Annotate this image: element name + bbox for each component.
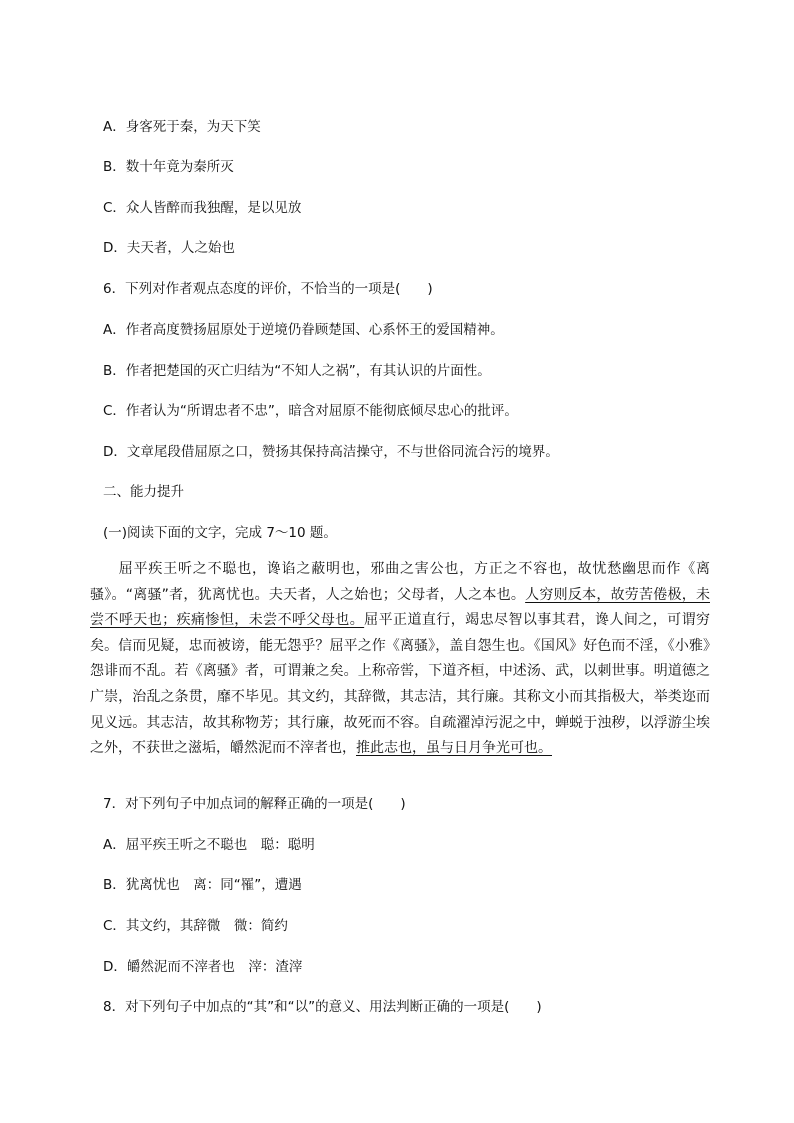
q7-option-d: D．皭然泥而不滓者也 滓：渣滓 xyxy=(103,959,303,975)
q7-option-a: A．屈平疾王听之不聪也 聪：聪明 xyxy=(103,837,315,853)
q5-option-b: B．数十年竟为秦所灭 xyxy=(103,159,234,175)
q7-option-b: B．犹离忧也 离：同“罹”，遭遇 xyxy=(103,877,302,893)
q6-option-a: A．作者高度赞扬屈原处于逆境仍眷顾楚国、心系怀王的爱国精神。 xyxy=(103,322,504,338)
q5-option-a: A．身客死于秦，为天下笑 xyxy=(103,119,261,135)
q6-option-c: C．作者认为“所谓忠者不忠”，暗含对屈原不能彻底倾尽忠心的批评。 xyxy=(103,403,518,419)
reading-passage xyxy=(90,557,710,762)
q8-stem: 8．对下列句子中加点的“其”和“以”的意义、用法判断正确的一项是( ) xyxy=(103,999,542,1015)
underlined-sentence-2: 推此志也，虽与日月争光可也。 xyxy=(356,740,552,757)
q5-option-d: D．夫天者，人之始也 xyxy=(103,240,235,256)
reading-intro: (一)阅读下面的文字，完成 7～10 题。 xyxy=(103,525,337,541)
q7-stem: 7．对下列句子中加点词的解释正确的一项是( ) xyxy=(103,796,406,812)
q5-option-c: C．众人皆醉而我独醒，是以见放 xyxy=(103,200,302,216)
q7-option-c: C．其文约，其辞微 微：简约 xyxy=(103,918,288,934)
q6-option-d: D．文章尾段借屈原之口，赞扬其保持高洁操守，不与世俗同流合污的境界。 xyxy=(103,444,559,460)
underlined-sentence-1: 人穷则反本，故劳苦倦极，未尝不呼天也；疾痛惨怛，未尝不呼父母也。 xyxy=(90,586,710,629)
passage-text-2: 屈平正道直行，竭忠尽智以事其君，谗人间之，可谓穷矣。信而见疑，忠而被谤，能无怨乎？屈平之作《离骚》，盖自怨生也。《国风》好色而不淫，《小雅》怨诽而不乱。若《离骚》者，可谓兼之矣。上称帝喾，下道齐桓，中述汤、武，以刺世事。明道德之广崇，治乱之条贯，靡不毕见。其文约，其辞微，其志洁，其行廉。其称文小而其指极大，举类迩而见义远。其志洁，故其称物芳；其行廉，故死而不容。自疏濯淖污泥之中，蝉蜕于浊秽，以浮游尘埃之外，不获世之滋垢，皭然泥而不滓者也， xyxy=(90,612,711,757)
section-title: 二、能力提升 xyxy=(103,484,184,500)
passage-text-1: 屈平疾王听之不聪也，谗谄之蔽明也，邪曲之害公也，方正之不容也，故忧愁幽思而作《离骚》。“离骚”者，犹离忧也。夫天者，人之始也；父母者，人之本也。 xyxy=(90,561,710,603)
q6-stem: 6．下列对作者观点态度的评价，不恰当的一项是( ) xyxy=(103,281,433,297)
q6-option-b: B．作者把楚国的灭亡归结为“不知人之祸”，有其认识的片面性。 xyxy=(103,363,491,379)
